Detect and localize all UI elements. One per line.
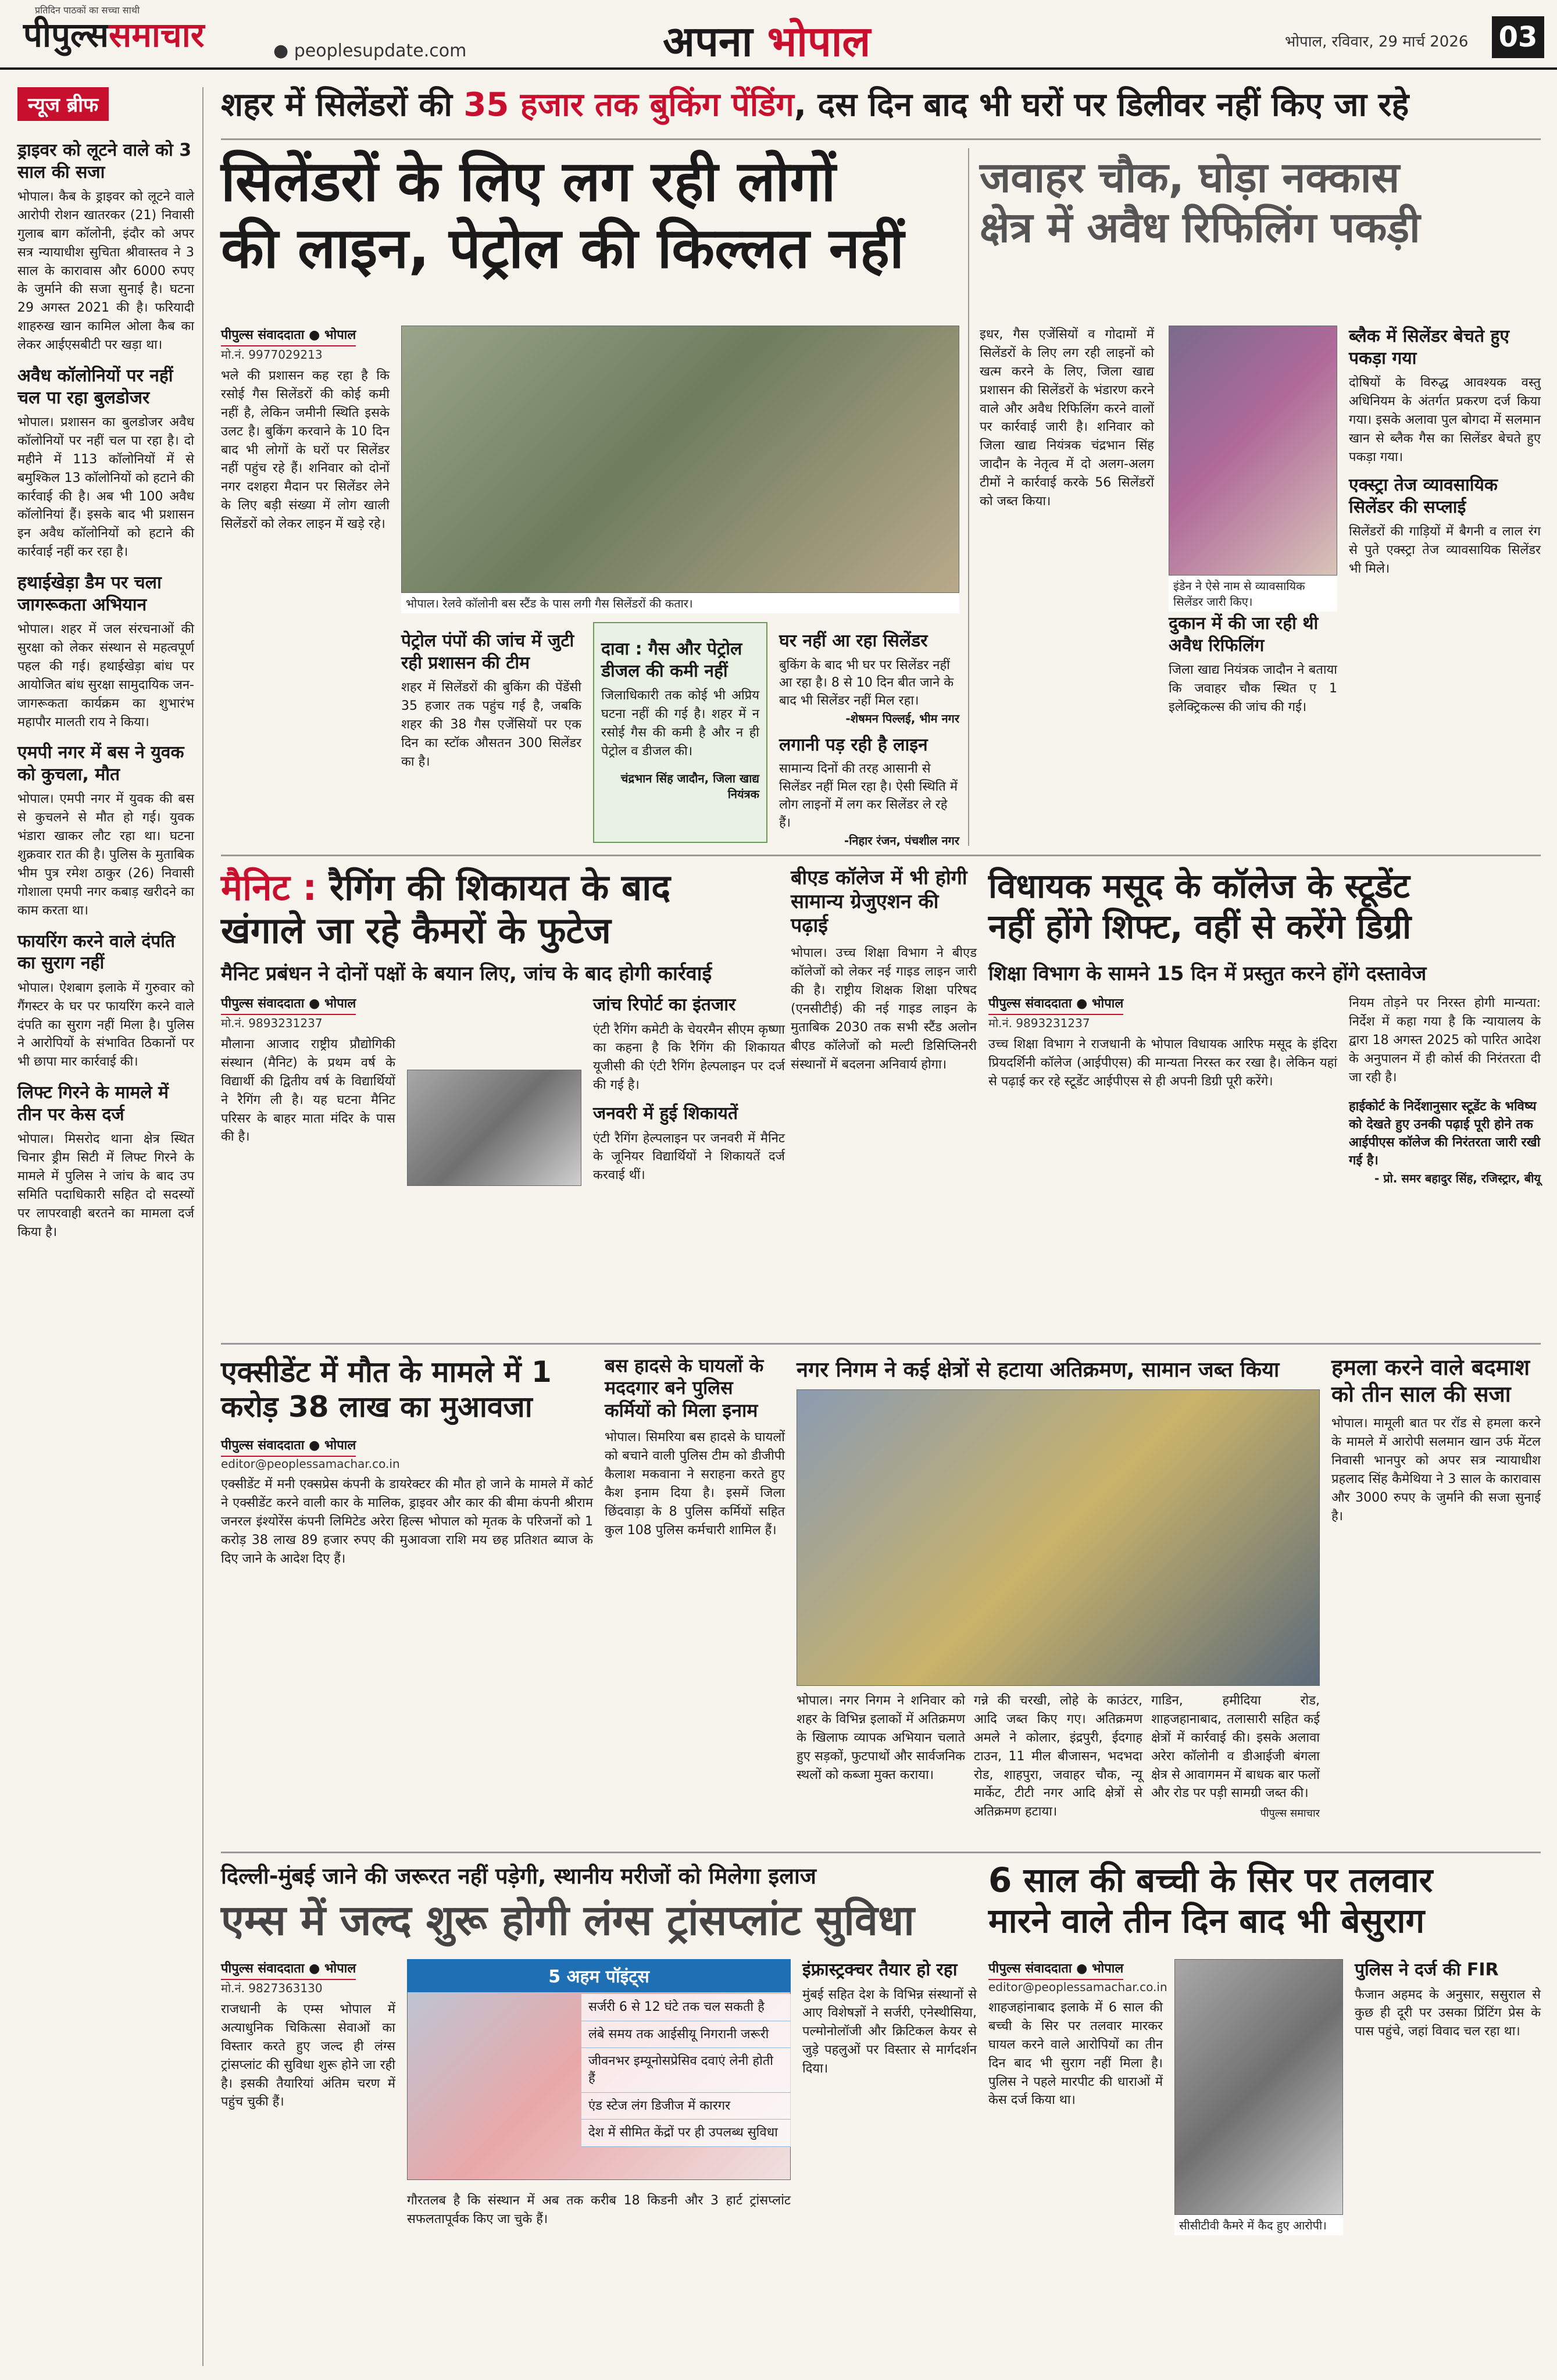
sword-text-column xyxy=(988,1959,1167,2110)
sub-title: जांच रिपोर्ट का इंतजार xyxy=(593,995,736,1015)
brief-title: फायरिंग करने वाले दंपति का सुराग नहीं xyxy=(17,931,176,974)
sub-title: लगानी पड़ रही है लाइन xyxy=(779,734,928,755)
right-headline-line2: क्षेत्र में अवैध रिफिलिंग पकड़ी xyxy=(980,203,1420,252)
points-title: 5 अहम पॉइंट्स xyxy=(407,1959,791,1992)
masood-subhead: शिक्षा विभाग के सामने 15 दिन में प्रस्तुत करने होंगे दस्तावेज xyxy=(988,962,1427,985)
manit-side xyxy=(593,994,785,1185)
cylinders-photo xyxy=(1169,326,1337,576)
point-item: सर्जरी 6 से 12 घंटे तक चल सकती है xyxy=(581,1994,791,2021)
attack-headline: हमला करने वाले बदमाश को तीन साल की सजा xyxy=(1331,1355,1530,1407)
accident-headline-line1: एक्सीडेंट में मौत के मामले में 1 xyxy=(221,1355,552,1389)
brief-item xyxy=(17,572,194,731)
right-lead-body-column xyxy=(980,326,1154,511)
right-side2 xyxy=(1169,605,1337,717)
box-body: जिलाधिकारी तक कोई भी अप्रिय घटना नहीं की गई है। शहर में न रसोई गैस की कमी है और न ही पेट्रोल व डीजल की। xyxy=(601,688,759,759)
sub-body: सामान्य दिनों की तरह आसानी से सिलेंडर नहीं मिल रहा है। ऐसी स्थिति में लोग लाइनों में लग कर सिलेंडर ले रहे हैं। xyxy=(779,762,958,830)
masood-body: उच्च शिक्षा विभाग ने राजधानी के भोपाल विधायक आरिफ मसूद के इंदिरा प्रियदर्शिनी कॉलेज (आईपीएस) की मान्यता निरस्त कर रखा है। लेकिन यहां से पढ़ाई कर रहे स्टूडेंट आईपीएस से ही अपनी डिग्री पूरी करेंगे। xyxy=(988,1037,1337,1089)
section-title-black: अपना xyxy=(663,17,767,66)
point-item: एंड स्टेज लंग डिजीज में कारगर xyxy=(581,2093,791,2120)
sub-body: दोषियों के विरुद्ध आवश्यक वस्तु अधिनियम के अंतर्गत प्रकरण दर्ज किया गया। इसके अलावा पुल बोगदा में सलमान खान से ब्लैक गैस का सिलेंडर बेचते हुए पकड़ा गया। xyxy=(1349,376,1541,464)
bed-story xyxy=(791,866,977,1074)
police-reward-body: भोपाल। सिमरिया बस हादसे के घायलों को बचाने वाली पुलिस टीम को डीजीपी कैलाश मकवाना ने सराहना करते हुए कैश इनाम दिया है। इसमें जिला छिंदवाड़ा के 8 पुलिस कर्मियों सहित कुल 108 पुलिस कर्मचारी शामिल हैं। xyxy=(605,1430,785,1538)
brief-item xyxy=(17,140,194,355)
lead-sub2 xyxy=(779,622,959,848)
lungs-bottom xyxy=(407,2192,791,2229)
sub-body: सिलेंडरों की गाड़ियों में बैगनी व लाल रंग से पुते एक्स्ट्रा तेज व्यावसायिक सिलेंडर भी मिले। xyxy=(1349,524,1541,577)
accident-headline-line2: करोड़ 38 लाख का मुआवजा xyxy=(221,1390,533,1424)
lead-headline-line1: सिलेंडरों के लिए लग रही लोगों xyxy=(221,149,836,214)
point-item: लंबे समय तक आईसीयू निगरानी जरूरी xyxy=(581,2021,791,2049)
police-reward-headline: बस हादसे के घायलों के मददगार बने पुलिस कर्मियों को मिला इनाम xyxy=(605,1355,764,1421)
bed-headline: बीएड कॉलेज में भी होगी सामान्य ग्रेजुएशन की पढ़ाई xyxy=(791,866,967,937)
accident-headline xyxy=(221,1355,593,1424)
byline: पीपुल्स संवाददाता ● भोपाल xyxy=(221,994,356,1015)
divider xyxy=(221,1852,1541,1853)
manit-text-column xyxy=(221,994,395,1146)
right-headline-line1: जवाहर चौक, घोड़ा नक्कास xyxy=(980,153,1400,202)
box-signature: चंद्रभान सिंह जादौन, जिला खाद्य नियंत्रक xyxy=(620,771,759,801)
claim-box xyxy=(593,622,767,843)
reporter-email: editor@peoplessamachar.co.in xyxy=(988,1980,1167,1994)
sub-title: पुलिस ने दर्ज की FIR xyxy=(1355,1960,1499,1980)
lungs-body: राजधानी के एम्स भोपाल में अत्याधुनिक चिकित्सा सेवाओं का विस्तार करते हुए जल्द ही लंग्स ट्रांसप्लांट की सुविधा शुरू होने जा रही है। इसकी तैयारियां अंतिम चरण में पहुंच चुकी हैं। xyxy=(221,2002,395,2110)
byline: पीपुल्स संवाददाता ● भोपाल xyxy=(988,1959,1123,1980)
encroach-headline: नगर निगम ने कई क्षेत्रों से हटाया अतिक्रमण, सामान जब्त किया xyxy=(797,1358,1280,1382)
divider xyxy=(221,1343,1541,1345)
reporter-email: editor@peoplessamachar.co.in xyxy=(221,1457,400,1471)
masood-side xyxy=(1349,994,1541,1186)
masthead-tagline: प्रतिदिन पाठकों का सच्चा साथी xyxy=(35,5,140,16)
byline: पीपुल्स संवाददाता ● भोपाल xyxy=(221,1959,356,1980)
newspaper-logo xyxy=(23,10,204,56)
reporter-mobile: मो.नं. 9893231237 xyxy=(221,1016,323,1030)
lungs-text-column xyxy=(221,1959,395,2111)
encroach-body1: भोपाल। नगर निगम ने शनिवार को शहर के विभिन्न इलाकों में अतिक्रमण के खिलाफ व्यापक अभियान चलाते हुए सड़कों, फुटपाथों और सार्वजनिक स्थलों को कब्जा मुक्त कराया। xyxy=(797,1693,965,1782)
manit-headline-red: मैनिट : xyxy=(221,866,330,909)
section-title xyxy=(663,12,870,69)
sub-body: शहर में सिलेंडरों की बुकिंग की पेंडेंसी 35 हजार तक पहुंच गई है, जबकि शहर की 38 गैस एजेंसियों पर एक दिन का स्टॉक औसतन 300 सिलेंडर का है। xyxy=(401,680,581,769)
sword-headline xyxy=(988,1860,1541,1941)
photo-credit: पीपुल्स समाचार xyxy=(1260,1807,1320,1820)
masood-headline-line2: नहीं होंगे शिफ्ट, वहीं से करेंगे डिग्री xyxy=(988,906,1412,946)
cylinders-photo-caption: इंडेन ने ऐसे नाम से व्यावसायिक सिलेंडर जारी किए। xyxy=(1169,576,1337,612)
sword-body: शाहजहांनाबाद इलाके में 6 साल की बच्ची के सिर पर तलवार मारकर घायल करने वाले आरोपियों का तीन दिन बाद भी सुराग नहीं मिला है। पुलिस ने पहले मारपीट की धाराओं में केस दर्ज किया था। xyxy=(988,2000,1163,2108)
lead-photo-cylinder-queue xyxy=(401,326,959,593)
sub-title: इंफ्रास्ट्रक्चर तैयार हो रहा xyxy=(802,1960,958,1980)
right-lead-body: इधर, गैस एजेंसियों व गोदामों में सिलेंडरों के लिए लग रही लाइनों को खत्म करने के लिए, जिला खाद्य प्रशासन की सिलेंडरों के भंडारण करने वाले और अवैध रिफिलिंग करने वालों पर कार्रवाई जारी है। शनिवार को जिला खाद्य नियंत्रक चंद्रभान सिंह जादौन के नेतृत्व में दो अलग-अलग टीमों ने कार्रवाई करके 56 सिलेंडरों को जब्त किया। xyxy=(980,327,1154,509)
strip-part1: शहर में सिलेंडरों की xyxy=(221,86,464,124)
accident-body: एक्सीडेंट में मनी एक्सप्रेस कंपनी के डायरेक्टर की मौत हो जाने के मामले में कोर्ट ने एक्सीडेंट करने वाली कार के मालिक, ड्राइवर और कार की बीमा कंपनी श्रीराम जनरल इंश्योरेंस कंपनी लिमिटेड अरेरा हिल्स भोपाल को मृतक के परिजनों को 1 करोड़ 38 लाख 89 हजार रुपए की मुआवजा राशि मय छह प्रतिशत ब्याज के दिए जाने के आदेश दिए हैं। xyxy=(221,1477,593,1566)
brief-body: भोपाल। ऐशबाग इलाके में गुरुवार को गैंगस्टर के घर पर फायरिंग करने वाले दंपति का सुराग नहीं मिला है। पुलिस ने आरोपियों के संभावित ठिकानों पर भी छापा मार कार्रवाई की। xyxy=(17,980,194,1070)
police-reward-story xyxy=(605,1355,785,1540)
signature: -शेषमन पिल्लई, भीम नगर xyxy=(845,711,959,726)
manit-headline-line1: रैगिंग की शिकायत के बाद xyxy=(329,866,671,909)
lungs-kicker: दिल्ली-मुंबई जाने की जरूरत नहीं पड़ेगी, स्थानीय मरीजों को मिलेगा इलाज xyxy=(221,1863,817,1889)
byline: पीपुल्स संवाददाता ● भोपाल xyxy=(221,326,356,346)
byline: पीपुल्स संवाददाता ● भोपाल xyxy=(988,994,1123,1015)
brief-body: भोपाल। कैब के ड्राइवर को लूटने वाले आरोपी रोशन खातरकर (21) निवासी गुलाब बाग कॉलोनी, इंदौर को अपर सत्र न्यायाधीश सुचिता श्रीवास्तव ने 3 साल के कारावास और 6000 रुपए के जुर्माने की सजा सुनाई है। घटना 29 अगस्त 2021 की है। फरियादी शाहरुख खान कामिल ओला कैब का लेकर आईएसबीटी पर खड़ा था। xyxy=(17,190,194,353)
reporter-mobile: मो.नं. 9893231237 xyxy=(988,1016,1090,1030)
sub-title: दुकान में की जा रही थी अवैध रिफिलिंग xyxy=(1169,613,1319,656)
lead-sub1 xyxy=(401,622,581,771)
sub-title: घर नहीं आ रहा सिलेंडर xyxy=(779,631,928,651)
strip-part2: , दस दिन बाद भी घरों पर डिलीवर नहीं किए जा रहे xyxy=(794,86,1409,124)
sub-title: पेट्रोल पंपों की जांच में जुटी रही प्रशासन की टीम xyxy=(401,631,574,673)
section-title-red: भोपाल xyxy=(767,17,871,66)
masood-text-column xyxy=(988,994,1337,1091)
sword-headline-line2: मारने वाले तीन दिन बाद भी बेसुराग xyxy=(988,1900,1425,1941)
lungs-side xyxy=(802,1959,977,2078)
encroach-body2: गन्ने की चरखी, लोहे के काउंटर, आदि जब्त किए गए। अतिक्रमण अमले ने कोलार, इंद्रपुरी, ईदगाह टाउन, 11 मील बीजासन, भदभदा रोड, शाहपुरा, जवाहर चौक, न्यू मार्केट, टीटी नगर आदि क्षेत्रों से अतिक्रमण हटाया। xyxy=(974,1693,1142,1820)
sub-body: मुंबई सहित देश के विभिन्न संस्थानों से आए विशेषज्ञों ने सर्जरी, एनेस्थीसिया, पल्मोनोलॉजी और क्रिटिकल केयर से जुड़े पहलुओं पर विस्तार से मार्गदर्शन दिया। xyxy=(802,1987,977,2077)
brief-title: ड्राइवर को लूटने वाले को 3 साल की सजा xyxy=(17,140,192,183)
bed-body: भोपाल। उच्च शिक्षा विभाग ने बीएड कॉलेजों को लेकर नई गाइड लाइन जारी की है। राष्ट्रीय शिक्षक शिक्षा परिषद (एनसीटीई) की नई गाइड लाइन के मुताबिक 2030 तक सभी स्टैंड अलोन बीएड कॉलेजों को मल्टी डिसिप्लिनरी संस्थानों में बदलना अनिवार्य होगा। xyxy=(791,946,977,1072)
byline: पीपुल्स संवाददाता ● भोपाल xyxy=(221,1436,356,1457)
brief-title: हथाईखेड़ा डैम पर चला जागरूकता अभियान xyxy=(17,573,162,615)
encroach-body3: गाडिन, हमीदिया रोड, शाहजहानाबाद, तलासारी सहित कई क्षेत्रों में कार्रवाई की। इसके अलावा अरेरा कॉलोनी व डीआईजी बंगला क्षेत्र से आवागमन में बाधक बार फलों और रोड पर पड़ी सामग्री जब्त की। xyxy=(1151,1693,1320,1801)
points-list xyxy=(581,1994,791,2147)
strip-red: 35 हजार तक बुकिंग पेंडिंग xyxy=(463,86,794,124)
lungs-bottom-body: गौरतलब है कि संस्थान में अब तक करीब 18 किडनी और 3 हार्ट ट्रांसप्लांट सफलतापूर्वक किए जा चुके हैं। xyxy=(407,2193,791,2227)
reporter-mobile: मो.नं. 9827363130 xyxy=(221,1981,323,1995)
top-strip-headline xyxy=(221,81,1541,134)
page-number: 03 xyxy=(1492,16,1544,58)
sub-title: एक्स्ट्रा तेज व्यावसायिक सिलेंडर की सप्लाई xyxy=(1349,475,1498,517)
right-lead-headline xyxy=(980,152,1544,253)
brief-body: भोपाल। एमपी नगर में युवक की बस से कुचलने से मौत हो गई। युवक भंडारा खाकर लौट रहा था। घटना शुक्रवार रात की है। पुलिस के मुताबिक भीम पुत्र रमेश ठाकुर (26) निवासी गोशाला एमपी नगर कबाड़ खरीदने का काम करता था। xyxy=(17,792,194,918)
attack-sentence-story xyxy=(1331,1355,1541,1526)
sub-title: ब्लैक में सिलेंडर बेचते हुए पकड़ा गया xyxy=(1349,326,1510,369)
brief-title: अवैध कॉलोनियों पर नहीं चल पा रहा बुलडोजर xyxy=(17,366,173,408)
logo-main-text: पीपुल्स xyxy=(23,15,109,55)
logo-accent-text: समाचार xyxy=(108,15,205,55)
site-link[interactable]: ● peoplesupdate.com xyxy=(273,41,467,61)
manit-headline xyxy=(221,866,785,953)
brief-title: एमपी नगर में बस ने युवक को कुचला, मौत xyxy=(17,742,184,785)
point-item: जीवनभर इम्यूनोसप्रेसिव दवाएं लेनी होती हैं xyxy=(581,2048,791,2092)
brief-body: भोपाल। शहर में जल संरचनाओं की सुरक्षा को लेकर संस्थान से महत्वपूर्ण पहल की गई। हथाईखेड़ा बांध पर आयोजित बांध सुरक्षा सामुदायिक जन-जागरूकता कार्यक्रम का शुभारंभ महापौर मालती राय ने किया। xyxy=(17,622,194,730)
sub-body: बुकिंग के बाद भी घर पर सिलेंडर नहीं आ रहा है। 8 से 10 दिन बीत जाने के बाद भी सिलेंडर नहीं मिल रहा। xyxy=(779,657,954,709)
news-brief-header: न्यूज ब्रीफ xyxy=(17,87,109,121)
cctv-camera-photo xyxy=(407,1070,581,1186)
dateline: भोपाल, रविवार, 29 मार्च 2026 xyxy=(1285,33,1469,51)
sub-body: एंटी रैगिंग हेल्पलाइन पर जनवरी में मैनिट के जूनियर विद्यार्थियों ने शिकायतें दर्ज करवाई थीं। xyxy=(593,1131,785,1183)
masood-headline-line1: विधायक मसूद के कॉलेज के स्टूडेंट xyxy=(988,866,1410,906)
encroach-col1 xyxy=(797,1692,965,1784)
brief-body: भोपाल। मिसरोद थाना क्षेत्र स्थित चिनार ड्रीम सिटी में लिफ्ट गिरने के मामले में पुलिस ने जांच के बाद उप समिति पदाधिकारी सहित दो सदस्यों पर लापरवाही बरतने का मामला दर्ज किया है। xyxy=(17,1132,194,1239)
sword-side xyxy=(1355,1959,1541,2041)
right-side1 xyxy=(1349,326,1541,578)
manit-body: मौलाना आजाद राष्ट्रीय प्रौद्योगिकी संस्थान (मैनिट) के प्रथम वर्ष के विद्यार्थी की द्वितीय वर्ष के विद्यार्थियों ने रैगिंग ली है। यह घटना मैनिट परिसर के बाहर माता मंदिर के पास की है। xyxy=(221,1037,395,1145)
masood-side-body: नियम तोड़ने पर निरस्त होगी मान्यता: निर्देश में कहा गया है कि न्यायालय के द्वारा 18 अगस्त 2025 को पारित आदेश के अनुपालन में ही कोर्स की निरंतरता दी जा रही है। xyxy=(1349,996,1541,1085)
box-title: दावा : गैस और पेट्रोल डीजल की कमी नहीं xyxy=(601,639,742,681)
sub-body: एंटी रैगिंग कमेटी के चेयरमैन सीएम कृष्णा का कहना है कि रैगिंग की शिकायत यूजीसी की एंटी रैगिंग हेल्पलाइन पर दर्ज की गई है। xyxy=(593,1022,785,1093)
lead-text-column xyxy=(221,326,390,534)
encroach-col3 xyxy=(1151,1692,1320,1820)
divider xyxy=(221,855,1541,856)
sub-title: जनवरी में हुई शिकायतें xyxy=(593,1103,738,1124)
sub-body: फैजान अहमद के अनुसार, ससुराल से कुछ ही दूरी पर उसका प्रिंटिंग प्रेस के पास पहुंचे, जहां विवाद चल रहा था। xyxy=(1355,1987,1541,2039)
brief-title: लिफ्ट गिरने के मामले में तीन पर केस दर्ज xyxy=(17,1082,169,1125)
masood-quote: हाईकोर्ट के निर्देशानुसार स्टूडेंट के भविष्य को देखते हुए उनकी पढ़ाई पूरी होने तक आईपीएस कॉलेज की निरंतरता जारी रखी गई है। xyxy=(1349,1099,1541,1168)
accident-text xyxy=(221,1436,593,1568)
point-item: देश में सीमित केंद्रों पर ही उपलब्ध सुविधा xyxy=(581,2120,791,2147)
cctv-photo-caption: सीसीटीवी कैमरे में कैद हुए आरोपी। xyxy=(1174,2215,1343,2235)
attack-body: भोपाल। मामूली बात पर रॉड से हमला करने के मामले में आरोपी सलमान खान उर्फ मेंटल निवासी भानपुर को अपर सत्र न्यायाधीश प्रहलाद सिंह कैमेथिया ने 3 साल के कारावास और 3000 रुपए के जुर्माने की सजा सुनाई है। xyxy=(1331,1416,1541,1524)
masood-headline xyxy=(988,866,1541,947)
divider xyxy=(221,138,1541,140)
lead-body: भले की प्रशासन कह रहा है कि रसोई गैस सिलेंडरों की कोई कमी नहीं है, लेकिन जमीनी स्थिति इसके उलट है। बुकिंग करवाने के 10 दिन बाद भी लोगों के घरों पर सिलेंडर नहीं पहुंच रहे हैं। शनिवार को दोनों नगर दशहरा मैदान पर सिलेंडर लेने के लिए बड़ी संख्या में लोग खाली सिलेंडरों को लेकर लाइन में खड़े रहे। xyxy=(221,369,390,532)
brief-body: भोपाल। प्रशासन का बुलडोजर अवैध कॉलोनियों पर नहीं चल पा रहा है। दो महीने में 113 कॉलोनियों में से बमुश्किल 13 कॉलोनियों को हटाने की कार्रवाई की है। अब भी 100 अवैध कॉलोनियां हैं। इसके बाद भी प्रशासन इन अवैध कॉलोनियों को हटाने की कार्रवाई नहीं कर रहा है। xyxy=(17,415,194,560)
brief-item xyxy=(17,1082,194,1241)
lead-photo-caption: भोपाल। रेलवे कॉलोनी बस स्टैंड के पास लगी गैस सिलेंडरों की कतार। xyxy=(401,593,959,613)
reporter-mobile: मो.नं. 9977029213 xyxy=(221,348,323,362)
brief-item xyxy=(17,742,194,920)
lungs-headline: एम्स में जल्द शुरू होगी लंग्स ट्रांसप्लांट सुविधा xyxy=(221,1896,915,1945)
encroach-col2 xyxy=(974,1692,1142,1821)
lead-headline-line2: की लाइन, पेट्रोल की किल्लत नहीं xyxy=(221,216,904,281)
news-brief-column xyxy=(17,87,203,2366)
lead-headline xyxy=(221,148,959,282)
cctv-accused-photo xyxy=(1174,1959,1343,2215)
quote-signature: - प्रो. समर बहादुर सिंह, रजिस्ट्रार, बीयू xyxy=(1374,1171,1541,1185)
brief-item xyxy=(17,365,194,562)
signature: -निहार रंजन, पंचशील नगर xyxy=(844,833,959,848)
sword-headline-line1: 6 साल की बच्ची के सिर पर तलवार xyxy=(988,1860,1433,1900)
sub-body: जिला खाद्य नियंत्रक जादौन ने बताया कि जवाहर चौक स्थित ए 1 इलेक्ट्रिकल्स की जांच की गई। xyxy=(1169,663,1337,714)
manit-headline-line2: खंगाले जा रहे कैमरों के फुटेज xyxy=(221,909,611,952)
divider xyxy=(968,148,969,846)
brief-item xyxy=(17,931,194,1071)
manit-subhead: मैनिट प्रबंधन ने दोनों पक्षों के बयान लिए, जांच के बाद होगी कार्रवाई xyxy=(221,962,712,985)
encroachment-photo xyxy=(797,1389,1320,1686)
